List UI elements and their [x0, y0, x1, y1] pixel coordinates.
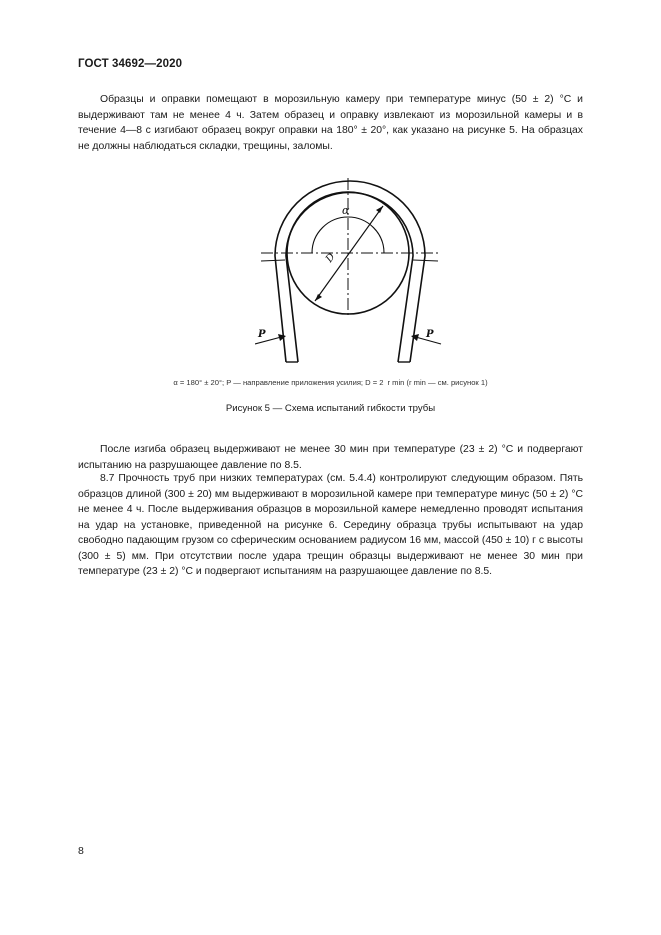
document-header: ГОСТ 34692—2020	[78, 58, 183, 70]
figure-legend	[0, 378, 661, 387]
paragraph-freezing: Образцы и оправки помещают в морозильную камеру при температуре минус (50 ± 2) °С и выдерживают там не менее 4 ч. Затем образец и оправку извлекают из морозильной камеры и в течение 4—8 с изгибают образец вокруг оправки на 180° ± 20°, как указано на рисунке 5. На образцах не должны наблюдаться складки, трещины, заломы.	[78, 94, 583, 152]
d-label: D	[324, 251, 338, 265]
figure-caption: Рисунок 5 — Схема испытаний гибкости трубы	[225, 403, 436, 414]
force-p-left-label: P	[258, 329, 266, 340]
figure-5-bend-test-diagram	[255, 176, 445, 372]
paragraph-8-7-low-temperature: 8.7 Прочность труб при низких температурах (см. 5.4.4) контролируют следующим образом. Пять образцов длиной (300 ± 20) мм выдерживают в морозильной камере при температуре минус (50 ± 2) °С не менее 4 ч. После выдерживания образцов в морозильной камере немедленно проводят испытания на удар на установке, приведенной на рисунке 6. Середину образца трубы испытывают на удар свободно падающим грузом со сферическим основанием радиусом 16 мм, массой (450 ± 10) г с высоты (300 ± 5) мм. При отсутствии после удара трещин образцы выдерживают не менее 30 мин при температуре (23 ± 2) °С и подвергают испытаниям на разрушающее давление по 8.5.	[78, 473, 583, 577]
page-number: 8	[78, 845, 84, 857]
alpha-label: α	[342, 204, 350, 217]
figure-legend-main: α = 180° ± 20°; P — направление приложения усилия; D = 2	[173, 378, 384, 387]
tube-inner-edge	[286, 193, 413, 363]
figure-legend-tail: r min (r min — см. рисунок 1)	[387, 378, 488, 387]
paragraph-after-bend: После изгиба образец выдерживают не менее 30 мин при температуре (23 ± 2) °С и подвергают испытанию на разрушающее давление по 8.5.	[78, 444, 583, 471]
force-p-right-label: P	[426, 329, 434, 340]
